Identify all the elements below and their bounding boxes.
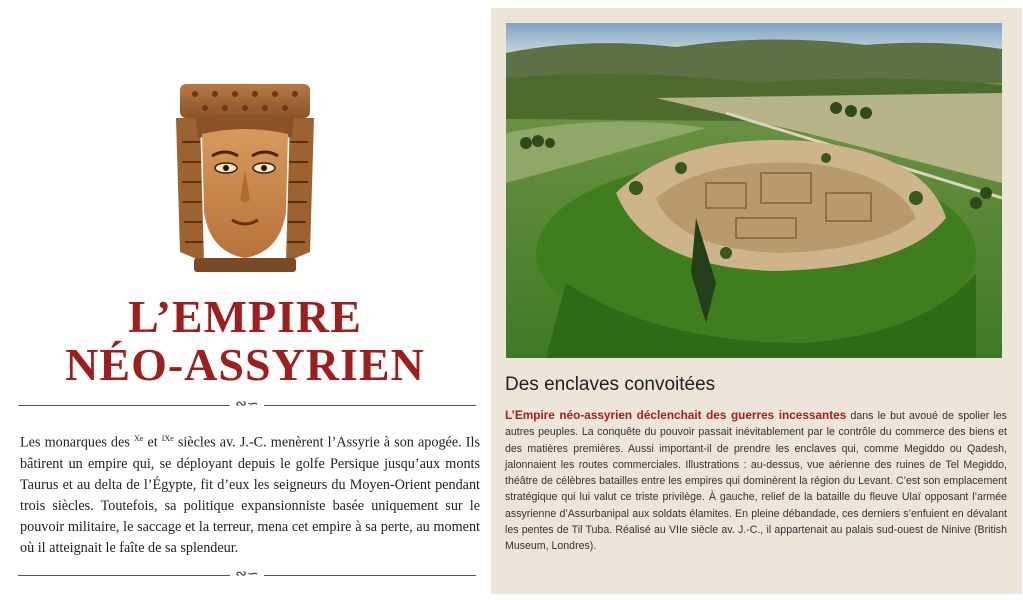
- page-title-line1: L’EMPIRE: [128, 291, 362, 342]
- caption-lead: L’Empire néo-assyrien déclenchait des guerres incessantes: [505, 408, 847, 422]
- sidebar-panel: [491, 8, 1022, 594]
- ornament-glyph: ∾∽: [235, 567, 259, 582]
- photo-caption: [505, 407, 1007, 555]
- ornamental-divider-top: [18, 397, 476, 412]
- ivory-head-artifact-image: [170, 82, 320, 274]
- aerial-photo-tel-megiddo: [506, 23, 1002, 358]
- left-column: [0, 0, 490, 600]
- page-title-line2: NÉO-ASSYRIEN: [65, 339, 425, 390]
- ornament-glyph: ∾∽: [235, 397, 259, 412]
- ornamental-divider-bottom: [18, 567, 476, 582]
- section-subheading: Des enclaves convoitées: [505, 374, 716, 395]
- intro-paragraph: Les monarques des $^{Xe}$ et $^{IXe}$ siècles av. J.-C. menèrent l’Assyrie à son apogée. Ils bâtirent un empire qui, se déployant depuis le golfe Persique jusqu’aux monts Taurus et au delta de l’Égypte, fit d’eux les seigneurs du Moyen-Orient pendant trois siècles. Toutefois, sa politique expansionniste basée uniquement sur le pouvoir militaire, le saccage et la terreur, mena cet empire à sa perte, au moment où il atteignait le faîte de sa splendeur.: [20, 434, 480, 556]
- caption-body: dans le but avoué de spolier les autres peuples. La conquête du pouvoir passait inévitablement par le contrôle du commerce des biens et des matières premières. Aussi important-il de prendre les enclaves qui, comme Megiddo ou Qadesh, jalonnaient les routes commerciales. Illustrations : au-dessus, vue aérienne des ruines de Tel Megiddo, théâtre de célèbres batailles entre les empires qui dominèrent la région du Levant. C’est son emplacement stratégique qui lui valut ce triste privilège. À gauche, relief de la bataille du fleuve Ulaï opposant l’armée assyrienne d’Assurbanipal aux soldats élamites. En pleine débandade, ces derniers s’enfuient en dévalant les pentes de Til Tuba. Réalisé au VIIe siècle av. J.-C., il appartenait au palais sud-ouest de Ninive (British Museum, Londres).: [505, 410, 1007, 553]
